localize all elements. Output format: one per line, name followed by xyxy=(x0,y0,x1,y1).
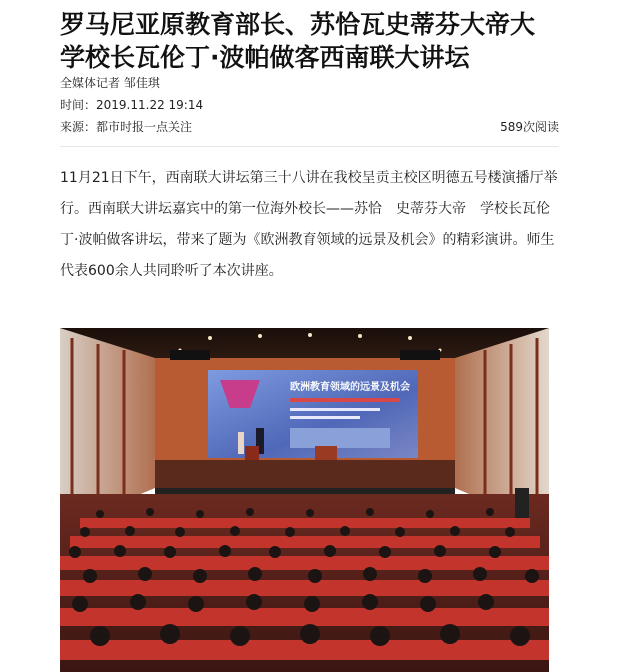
source: 来源：都市时报一点关注 xyxy=(60,120,193,134)
stage-floor xyxy=(155,460,455,490)
speaker-left xyxy=(170,350,210,360)
screen-text-line xyxy=(290,416,360,419)
read-count: 589次阅读 xyxy=(500,120,559,134)
speaker-right xyxy=(400,350,440,360)
table xyxy=(315,446,337,460)
article-title: 罗马尼亚原教育部长、苏恰瓦史蒂芬大帝大学校长瓦伦丁·波帕做客西南联大讲坛 xyxy=(60,10,536,72)
time-row xyxy=(60,94,559,116)
reporter: 全媒体记者 邹佳琪 xyxy=(60,76,160,90)
podium xyxy=(245,446,259,462)
screen-text-line xyxy=(290,408,380,411)
screen-banner xyxy=(290,398,400,402)
host-figure xyxy=(238,432,244,454)
stage-edge xyxy=(155,488,455,494)
reporter-row xyxy=(60,74,559,92)
lecture-photo xyxy=(60,328,549,672)
screen-title: 欧洲教育领域的远景及机会 xyxy=(290,382,410,393)
article-meta xyxy=(60,74,559,138)
source-row xyxy=(60,116,559,138)
meta-divider xyxy=(60,146,559,147)
article-body: 11月21日下午，西南联大讲坛第三十八讲在我校呈贡主校区明德五号楼演播厅举行。西南联大讲坛嘉宾中的第一位海外校长——苏恰 史蒂芬大帝 学校长瓦伦丁·波帕做客讲坛，带来了题为《欧洲教育领域的远景及机会》的精彩演讲。师生代表600余人共同聆听了本次讲座。 xyxy=(60,170,558,279)
publish-time: 时间：2019.11.22 19:14 xyxy=(60,98,204,112)
camera-operator xyxy=(515,488,529,518)
screen-photo-strip xyxy=(290,428,390,448)
